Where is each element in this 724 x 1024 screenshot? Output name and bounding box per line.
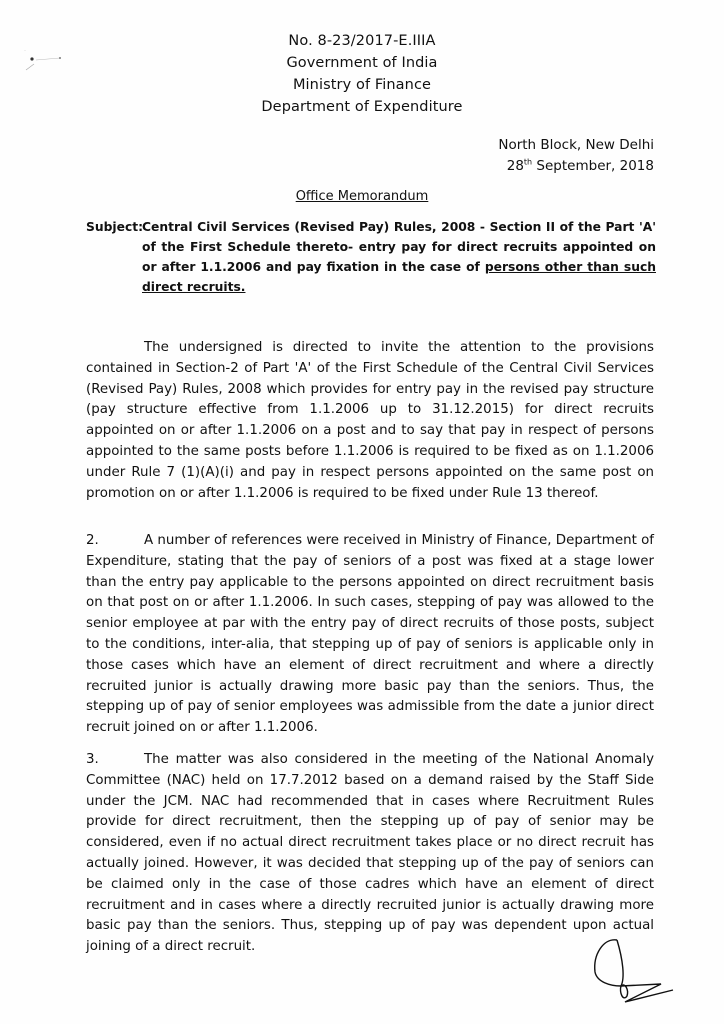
date: 28th September, 2018 [506,157,654,174]
ministry-name: Ministry of Finance [292,77,432,93]
location: North Block, New Delhi [498,137,654,153]
subject-underlined: persons other than such direct recruits. [142,260,656,294]
subject-block [86,217,656,297]
paragraph-number: 2. [86,533,99,548]
letterhead [0,30,724,118]
reference-number: No. 8-23/2017-E.IIIA [288,33,436,49]
subject-label: Subject: [86,220,144,234]
signature-icon [575,930,685,1010]
subject-text: Central Civil Services (Revised Pay) Rules, 2008 - Section II of the Part 'A' of the First Schedule thereto- entry pay for direct recruits appointed on or after 1.1.2006 and pay fixation in the case of persons other than such direct recruits. [142,220,656,294]
department-name: Department of Expenditure [261,99,463,115]
government-name: Government of India [286,55,438,71]
place-and-date [498,135,654,177]
paragraph-1: The undersigned is directed to invite the attention to the provisions contained in Section-2 of Part 'A' of the First Schedule of the Central Civil Services (Revised Pay) Rules, 2008 which provides for entry pay in the revised pay structure (pay structure effective from 1.1.2006 up to 31.12.2015) for direct recruits appointed on or after 1.1.2006 on a post and to say that pay in respect of persons appointed to the same posts before 1.1.2006 is required to be fixed as on 1.1.2006 under Rule 7 (1)(A)(i) and pay in respect persons appointed on the same post on promotion on or after 1.1.2006 is required to be fixed under Rule 13 thereof. [86,340,654,501]
paragraph-3: 3. The matter was also considered in the meeting of the National Anomaly Committee (NAC) held on 17.7.2012 based on a demand raised by the Staff Side under the JCM. NAC had recommended that in cases where Recruitment Rules provide for direct recruitment, then the stepping up of pay of senior may be considered, even if no actual direct recruitment takes place or no direct recruit has actually joined. However, it was decided that stepping up of the pay of seniors can be claimed only in the case of those cadres which have an element of direct recruitment and in cases where a directly recruited junior is actually drawing more basic pay than the seniors. Thus, stepping up of pay was dependent upon actual joining of a direct recruit. [86,752,654,955]
paragraph-number: 3. [86,752,99,767]
paragraph-2: 2. A number of references were received in Ministry of Finance, Department of Expenditure, stating that the pay of seniors of a post was fixed at a stage lower than the entry pay applicable to the persons appointed on direct recruitment basis on that post on or after 1.1.2006. In such cases, stepping of pay was allowed to the senior employee at par with the entry pay of direct recruits of those posts, subject to the conditions, inter-alia, that stepping up of pay of seniors is applicable only in those cases which have an element of direct recruitment and where a directly recruited junior is actually drawing more basic pay than the seniors. Thus, the stepping up of pay of senior employees was admissible from the date a junior direct recruit joined on or after 1.1.2006. [86,533,654,736]
document-title: Office Memorandum [295,189,429,204]
